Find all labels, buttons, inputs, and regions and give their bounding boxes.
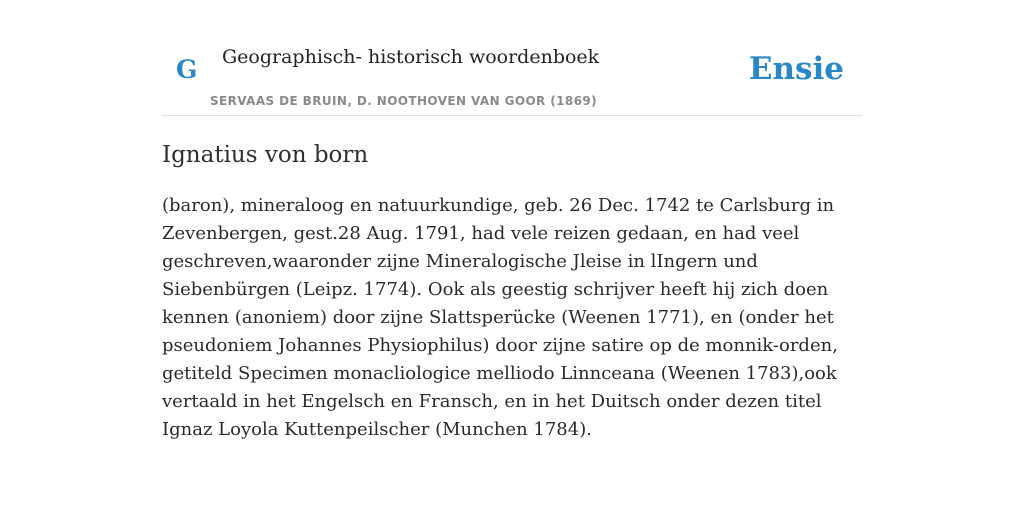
entry-card	[162, 40, 862, 444]
index-letter-link[interactable]: G	[176, 55, 198, 84]
entry-body-text: (baron), mineraloog en natuurkundige, geb. 26 Dec. 1742 te Carlsburg in Zevenbergen, gest.28 Aug. 1791, had vele reizen gedaan, en had veel geschreven,waaronder zijne Mineralogische Jleise in lIngern und Siebenbürgen (Leipz. 1774). Ook als geestig schrijver heeft hij zich doen kennen (anoniem) door zijne Slattsperücke (Weenen 1771), en (onder het pseudoniem Johannes Physiophilus) door zijne satire op de monnik-orden, getiteld Specimen monacliologice melliodo Linnceana (Weenen 1783),ook vertaald in het Engelsch en Fransch, en in het Duitsch onder dezen titel Ignaz Loyola Kuttenpeilscher (Munchen 1784).	[162, 195, 838, 440]
entry-title: Ignatius von born	[162, 142, 369, 168]
source-book-title-link[interactable]: Geographisch- historisch woordenboek	[222, 46, 600, 68]
source-book-author: SERVAAS DE BRUIN, D. NOOTHOVEN VAN GOOR (1869)	[210, 94, 598, 108]
source-header	[162, 40, 862, 116]
ensie-logo-link[interactable]: Ensie	[748, 51, 844, 87]
